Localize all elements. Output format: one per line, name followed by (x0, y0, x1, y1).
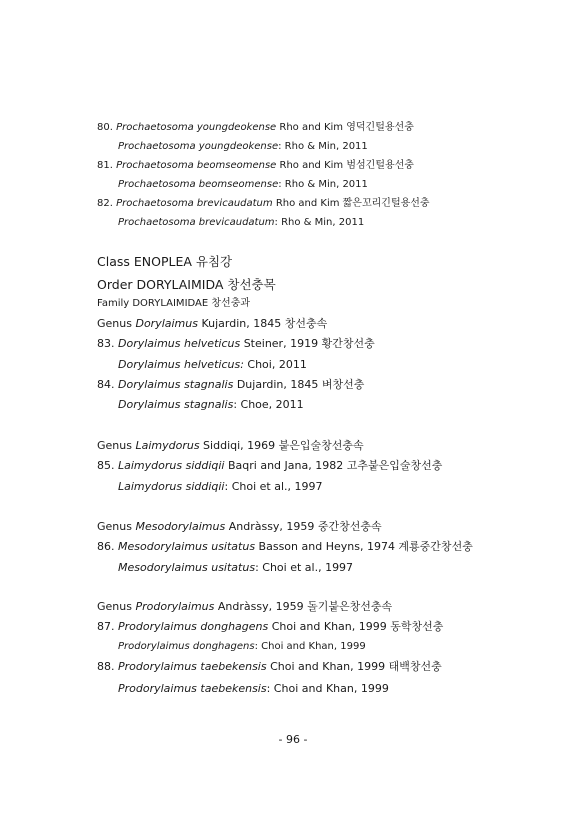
entry-text: : Choi and Khan, 1999 (254, 641, 366, 652)
list-item (118, 481, 323, 492)
list-item (97, 661, 442, 672)
entry-text: Choi and Khan, 1999 태백창선충 (266, 660, 442, 673)
entry-text: Choi, 2011 (243, 358, 307, 371)
list-item (118, 359, 307, 370)
genus-name: Prodorylaimus (135, 600, 215, 613)
entry-text: Rho and Kim 짧은꼬리긴털용선충 (272, 198, 430, 209)
entry-number: 81. (97, 160, 113, 171)
list-item (118, 683, 389, 694)
list-item (97, 379, 364, 390)
entry-number: 87. (97, 620, 115, 633)
genus-name: Dorylaimus (135, 317, 198, 330)
species-name: Prodorylaimus taebekensis (118, 660, 267, 673)
entry-text: Baqri and Jana, 1982 고추붙은입술창선충 (224, 459, 443, 472)
species-name: Mesodorylaimus usitatus (118, 561, 256, 574)
genus-heading: Genus Laimydorus Siddiqi, 1969 붙은입술창선충속 (97, 439, 364, 452)
genus-name: Mesodorylaimus (135, 520, 226, 533)
entry-text: : Choe, 2011 (233, 398, 304, 411)
entry-number: 85. (97, 459, 115, 472)
family-heading: Family DORYLAIMIDAE 창선충과 (97, 298, 251, 309)
entry-text: Rho and Kim 영덕긴털용선충 (276, 122, 414, 133)
page-number: - 96 - (278, 733, 308, 746)
entry-text: : Choi et al., 1997 (224, 480, 323, 493)
species-name: Dorylaimus helveticus: (118, 358, 244, 371)
species-name: Prochaetosoma youngdeokense (118, 141, 279, 152)
list-item (118, 642, 366, 652)
species-name: Dorylaimus helveticus (118, 337, 241, 350)
list-item (97, 199, 430, 209)
list-item (118, 562, 353, 573)
entry-number: 86. (97, 540, 115, 553)
list-item (97, 621, 443, 632)
species-name: Mesodorylaimus usitatus (118, 540, 256, 553)
genus-heading: Genus Dorylaimus Kujardin, 1845 창선충속 (97, 317, 328, 330)
entry-number: 84. (97, 378, 115, 391)
species-name: Dorylaimus stagnalis (118, 378, 234, 391)
entry-number: 80. (97, 122, 113, 133)
entry-text: Basson and Heyns, 1974 계룡중간창선충 (255, 540, 473, 553)
list-item (118, 142, 368, 152)
genus-heading: Genus Mesodorylaimus Andràssy, 1959 중간창선충속 (97, 520, 382, 533)
entry-text: Choi and Khan, 1999 동학창선충 (268, 620, 444, 633)
entry-text: Steiner, 1919 황간창선충 (240, 337, 375, 350)
entry-number: 88. (97, 660, 115, 673)
list-item (118, 399, 304, 410)
species-name: Laimydorus siddiqii (118, 480, 225, 493)
species-name: Prochaetosoma brevicaudatum (118, 217, 275, 228)
class-heading: Class ENOPLEA 유침강 (97, 254, 233, 269)
order-heading: Order DORYLAIMIDA 창선충목 (97, 277, 276, 292)
species-name: Prodorylaimus donghagens (118, 641, 255, 652)
species-name: Dorylaimus stagnalis (118, 398, 234, 411)
entry-number: 82. (97, 198, 113, 209)
list-item (97, 338, 375, 349)
entry-text: : Rho & Min, 2011 (278, 141, 368, 152)
species-name: Prodorylaimus taebekensis (118, 682, 267, 695)
species-name: Prochaetosoma beomseomense (116, 160, 277, 171)
entry-text: : Rho & Min, 2011 (274, 217, 365, 228)
species-name: Prochaetosoma brevicaudatum (116, 198, 273, 209)
genus-name: Laimydorus (135, 439, 200, 452)
list-item (118, 218, 364, 228)
genus-heading: Genus Prodorylaimus Andràssy, 1959 돌기붙은창선충속 (97, 600, 393, 613)
entry-number: 83. (97, 337, 115, 350)
species-name: Prochaetosoma youngdeokense (116, 122, 277, 133)
list-item (97, 123, 414, 133)
list-item (97, 161, 414, 171)
species-name: Prochaetosoma beomseomense (118, 179, 279, 190)
entry-text: : Choi et al., 1997 (255, 561, 354, 574)
entry-text: : Choi and Khan, 1999 (266, 682, 389, 695)
entry-text: Dujardin, 1845 벼창선충 (233, 378, 365, 391)
list-item (97, 460, 442, 471)
species-name: Prodorylaimus donghagens (118, 620, 269, 633)
species-name: Laimydorus siddiqii (118, 459, 225, 472)
list-item (97, 541, 473, 552)
entry-text: : Rho & Min, 2011 (278, 179, 368, 190)
list-item (118, 180, 368, 190)
entry-text: Rho and Kim 범섬긴털용선충 (276, 160, 414, 171)
